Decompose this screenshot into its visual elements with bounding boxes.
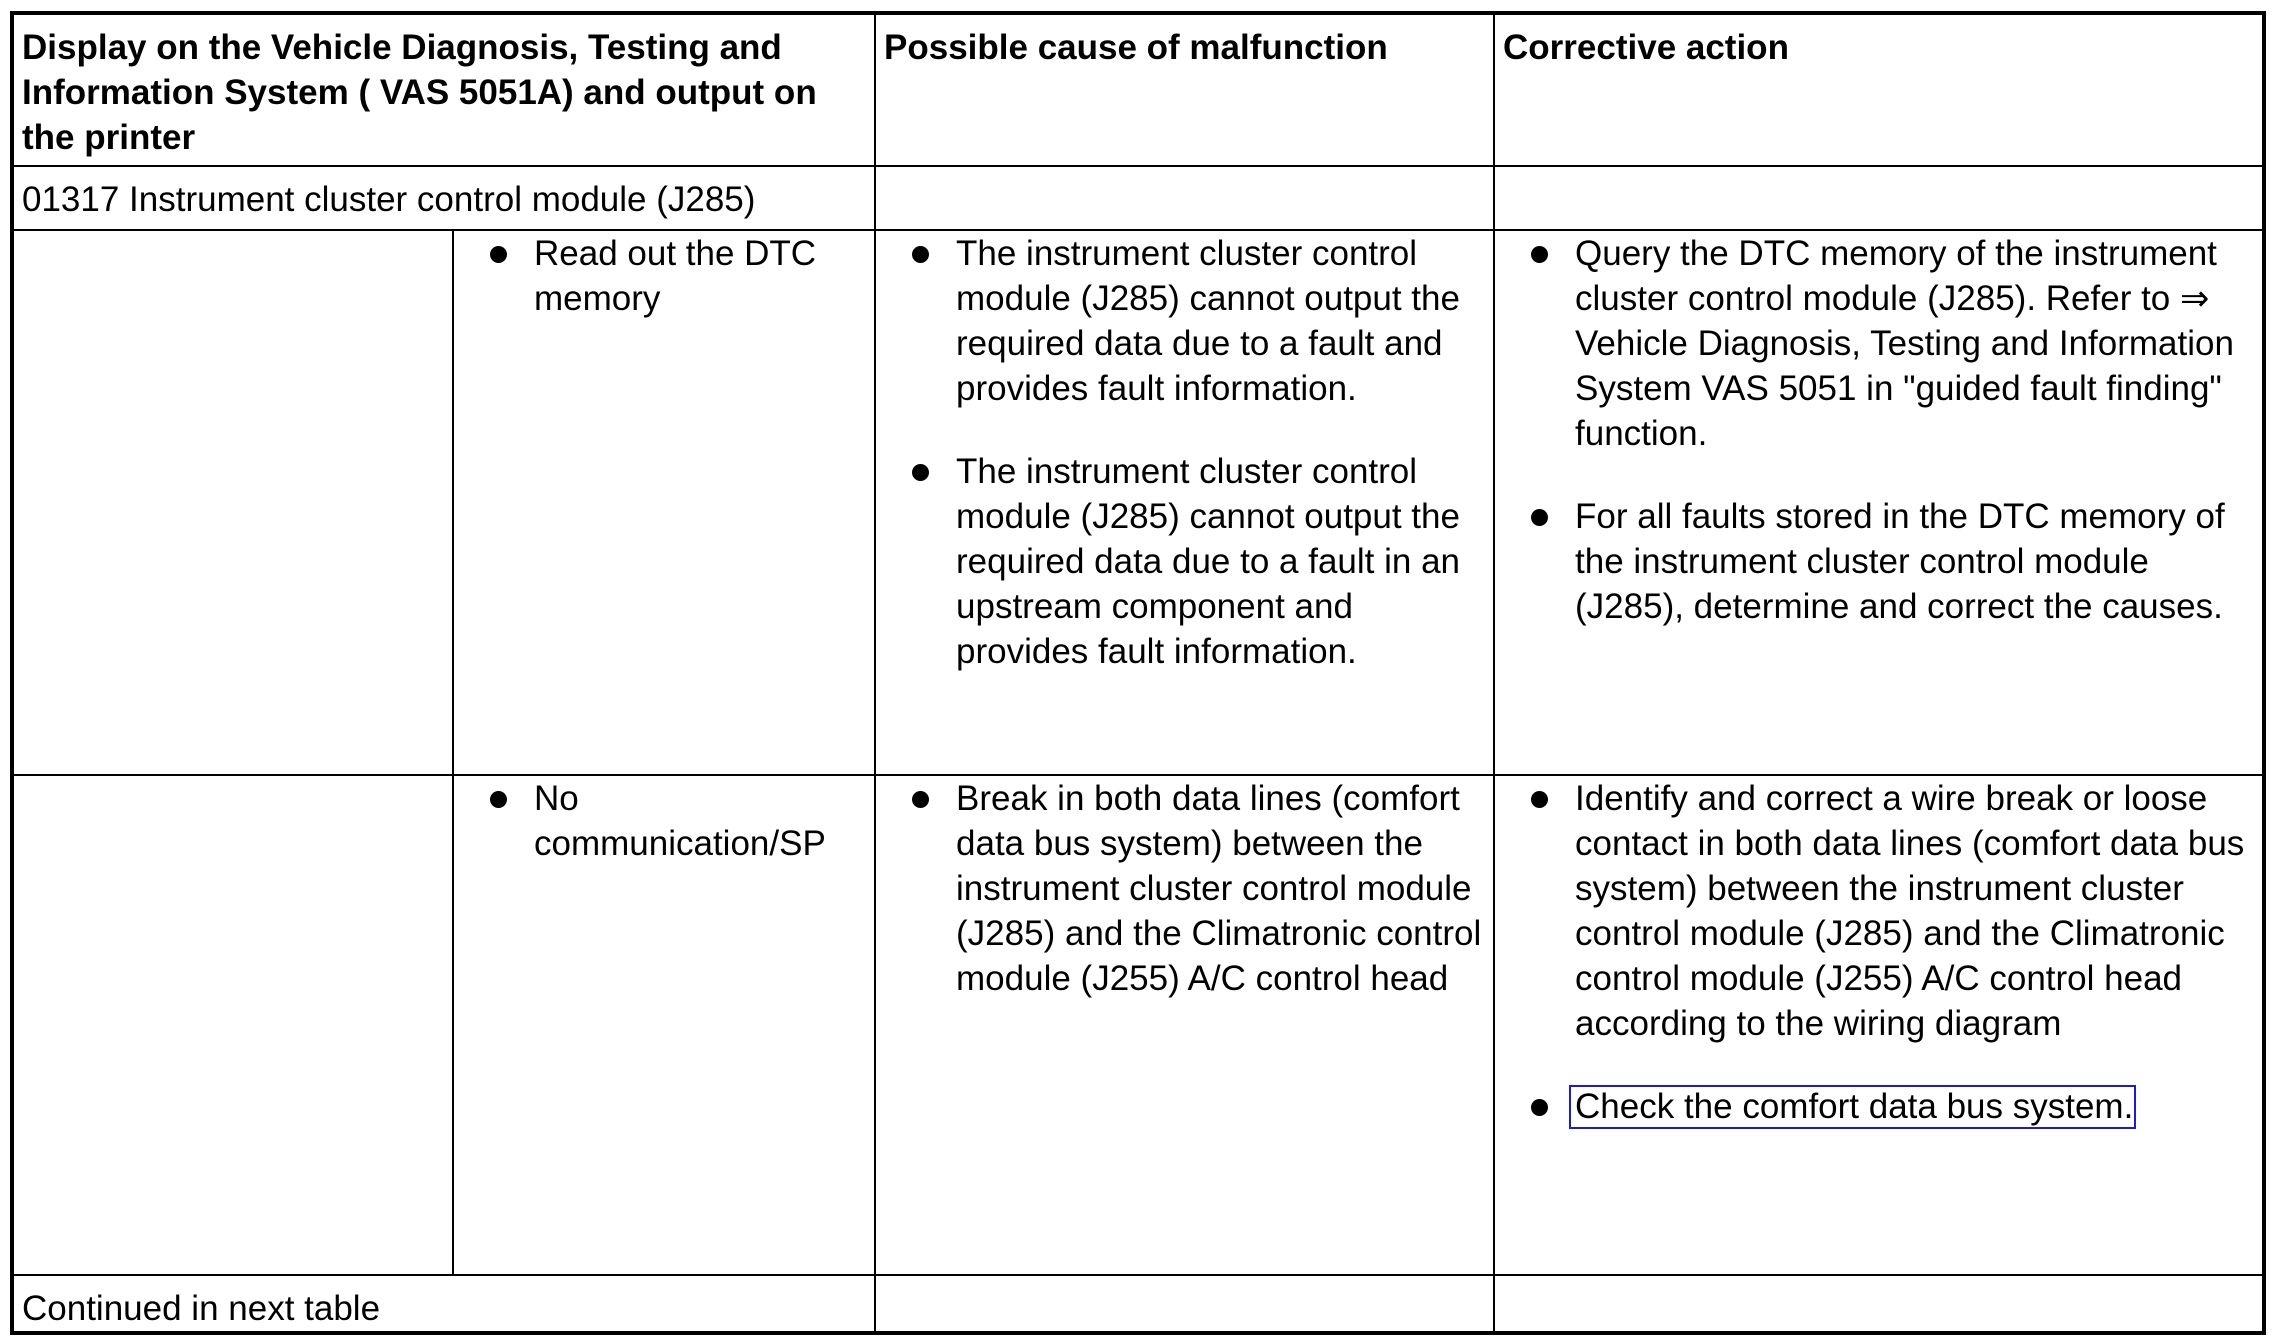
- bullet-icon: [912, 791, 929, 808]
- header-row: [12, 13, 2264, 166]
- row1-action-cell: [1494, 230, 2264, 775]
- cause-text: Break in both data lines (comfort data bus system) between the instrument cluster control module (J285) and the Climatronic control module (J255) A/C control head: [956, 779, 1482, 998]
- bullet-icon: [912, 246, 929, 263]
- section-row: [12, 166, 2264, 230]
- section-title: 01317 Instrument cluster control module (J285): [12, 166, 875, 230]
- bullet-icon: [1531, 246, 1548, 263]
- footer-cause-empty: [875, 1275, 1494, 1333]
- bullet-icon: [490, 246, 507, 263]
- comfort-bus-check-link[interactable]: Check the comfort data bus system.: [1569, 1085, 2136, 1129]
- header-cause: Possible cause of malfunction: [875, 13, 1494, 166]
- list-item: [876, 231, 1493, 411]
- list-item: [1495, 231, 2262, 456]
- row2-empty-cell: [12, 775, 453, 1275]
- table-row: [12, 230, 2264, 775]
- header-display: Display on the Vehicle Diagnosis, Testing and Information System ( VAS 5051A) and output on the printer: [12, 13, 875, 166]
- list-item: [1495, 1084, 2262, 1129]
- bullet-icon: [1531, 509, 1548, 526]
- row1-empty-cell: [12, 230, 453, 775]
- section-cause-empty: [875, 166, 1494, 230]
- header-action: Corrective action: [1494, 13, 2264, 166]
- footer-row: [12, 1275, 2264, 1333]
- list-item: [876, 449, 1493, 674]
- diagnosis-table: [10, 11, 2266, 1335]
- list-item: [1495, 494, 2262, 629]
- cause-text: The instrument cluster control module (J285) cannot output the required data due to a fault and provides fault information.: [956, 234, 1460, 408]
- row2-action-cell: [1494, 775, 2264, 1275]
- action-text: For all faults stored in the DTC memory of the instrument cluster control module (J285), determine and correct the causes.: [1575, 497, 2225, 626]
- row2-display-text: No communication/SP: [534, 779, 826, 863]
- list-item: [454, 776, 874, 866]
- cause-text: The instrument cluster control module (J285) cannot output the required data due to a fault in an upstream component and provides fault information.: [956, 452, 1460, 671]
- footer-action-empty: [1494, 1275, 2264, 1333]
- action-text: Identify and correct a wire break or loose contact in both data lines (comfort data bus system) between the instrument cluster control module (J285) and the Climatronic control module (J255) A/C control head according to the wiring diagram: [1575, 779, 2245, 1043]
- row2-cause-cell: [875, 775, 1494, 1275]
- section-action-empty: [1494, 166, 2264, 230]
- table-row: [12, 775, 2264, 1275]
- list-item: [454, 231, 874, 321]
- list-item: [1495, 776, 2262, 1046]
- list-item: [876, 776, 1493, 1001]
- row1-cause-cell: [875, 230, 1494, 775]
- action-text: Query the DTC memory of the instrument cluster control module (J285). Refer to ⇒ Vehicle Diagnosis, Testing and Information System VAS 5051 in "guided fault finding" function.: [1575, 234, 2234, 453]
- continued-note: Continued in next table: [12, 1275, 875, 1333]
- row1-display-cell: [453, 230, 875, 775]
- bullet-icon: [1531, 791, 1548, 808]
- bullet-icon: [490, 791, 507, 808]
- row1-display-text: Read out the DTC memory: [534, 234, 817, 318]
- bullet-icon: [912, 464, 929, 481]
- row2-display-cell: [453, 775, 875, 1275]
- bullet-icon: [1531, 1099, 1548, 1116]
